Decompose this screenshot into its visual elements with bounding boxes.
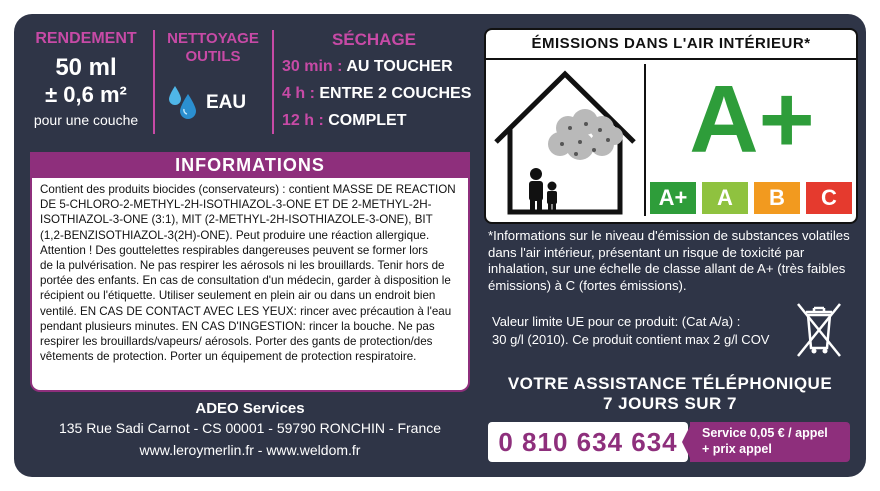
emissions-title: ÉMISSIONS DANS L'AIR INTÉRIEUR* bbox=[531, 35, 811, 52]
price-line: + prix appel bbox=[702, 442, 772, 456]
assistance-title: VOTRE ASSISTANCE TÉLÉPHONIQUE bbox=[507, 374, 833, 393]
crossed-bin-icon bbox=[794, 298, 844, 360]
rendement-title: RENDEMENT bbox=[35, 30, 137, 47]
product-label bbox=[14, 14, 866, 477]
grade-chip: B bbox=[754, 182, 800, 214]
price-line: Service 0,05 € / appel bbox=[702, 426, 828, 440]
water-drops-icon bbox=[166, 82, 206, 122]
phone-number[interactable]: 0 810 634 634 bbox=[498, 427, 678, 457]
assistance-subtitle: 7 JOURS SUR 7 bbox=[602, 394, 738, 413]
emissions-panel bbox=[484, 28, 858, 224]
cov-limit: Valeur limite UE pour ce produit: (Cat A/a) : bbox=[492, 314, 741, 329]
rendement-note: pour une couche bbox=[33, 112, 139, 128]
grade-chip: A+ bbox=[650, 182, 696, 214]
separator bbox=[153, 30, 155, 134]
separator bbox=[272, 30, 274, 134]
rendement-area: ± 0,6 m² bbox=[45, 82, 127, 107]
price-box bbox=[690, 422, 850, 462]
sechage-row: 12 h : COMPLET bbox=[282, 112, 407, 129]
phone-box bbox=[488, 422, 688, 462]
company-name: ADEO Services bbox=[195, 400, 305, 417]
informations-title: INFORMATIONS bbox=[30, 152, 470, 178]
nettoyage-value: EAU bbox=[206, 92, 247, 113]
house-icon bbox=[490, 64, 640, 216]
company-web: www.leroymerlin.fr - www.weldom.fr bbox=[139, 442, 361, 458]
sechage-row: 4 h : ENTRE 2 COUCHES bbox=[282, 85, 472, 102]
divider bbox=[486, 58, 856, 60]
rendement-amount: 50 ml bbox=[55, 54, 117, 81]
emission-grade: A+ bbox=[689, 66, 815, 173]
grade-chip: C bbox=[806, 182, 852, 214]
informations-text: Contient des produits biocides (conservateurs) : contient MASSE DE REACTION DE 5-CHLORO-2-METHYL-2H-ISOTHIAZOL-3-ONE ET DE 2-METHYL-2H- ISOTHIAZOL-3-ONE (3:1), MIT (2-METHYL-2H-ISOTHIAZOLE-3-ONE), BIT (1,2-BENZISOTHIAZOL-3(2H)-ONE). Peut produire une réaction allergique. Attention ! Des gouttelettes respirables dangereuses peuvent se former lors de la pulvérisation. Ne pas respirer les aérosols ni les brouillards. Tenir hors de portée des enfants. En cas de consultation d'un médecin, garder à disposition le récipient ou l'étiquette. Utiliser seulement en plein air ou dans un endroit bien ventilé. EN CAS DE CONTACT AVEC LES YEUX: rincer avec précaution à l'eau pendant plusieurs minutes. EN CAS D'INGESTION: rincer la bouche. Ne pas respirer les brouillards/vapeurs/ aérosols. Porter des gants de protection/des vêtements de protection. Porter un équipement de protection respiratoire. bbox=[40, 183, 456, 364]
nettoyage-title: NETTOYAGE bbox=[167, 30, 259, 47]
informations-box bbox=[30, 178, 470, 392]
emissions-footnote: *Informations sur le niveau d'émission de substances volatiles dans l'air intérieur, présentant un risque de toxicité par inhalation, sur une échelle de classe allant de A+ (très faibles émissions) à C (fortes émissions). bbox=[488, 228, 850, 293]
sechage-row: 30 min : AU TOUCHER bbox=[282, 58, 453, 75]
company-address: 135 Rue Sadi Carnot - CS 00001 - 59790 RONCHIN - France bbox=[58, 420, 442, 436]
grade-chip: A bbox=[702, 182, 748, 214]
nettoyage-subtitle: OUTILS bbox=[185, 48, 241, 65]
sechage-title: SÉCHAGE bbox=[331, 30, 417, 49]
grade-area bbox=[644, 64, 856, 216]
cov-content: 30 g/l (2010). Ce produit contient max 2 g/l COV bbox=[492, 332, 770, 347]
